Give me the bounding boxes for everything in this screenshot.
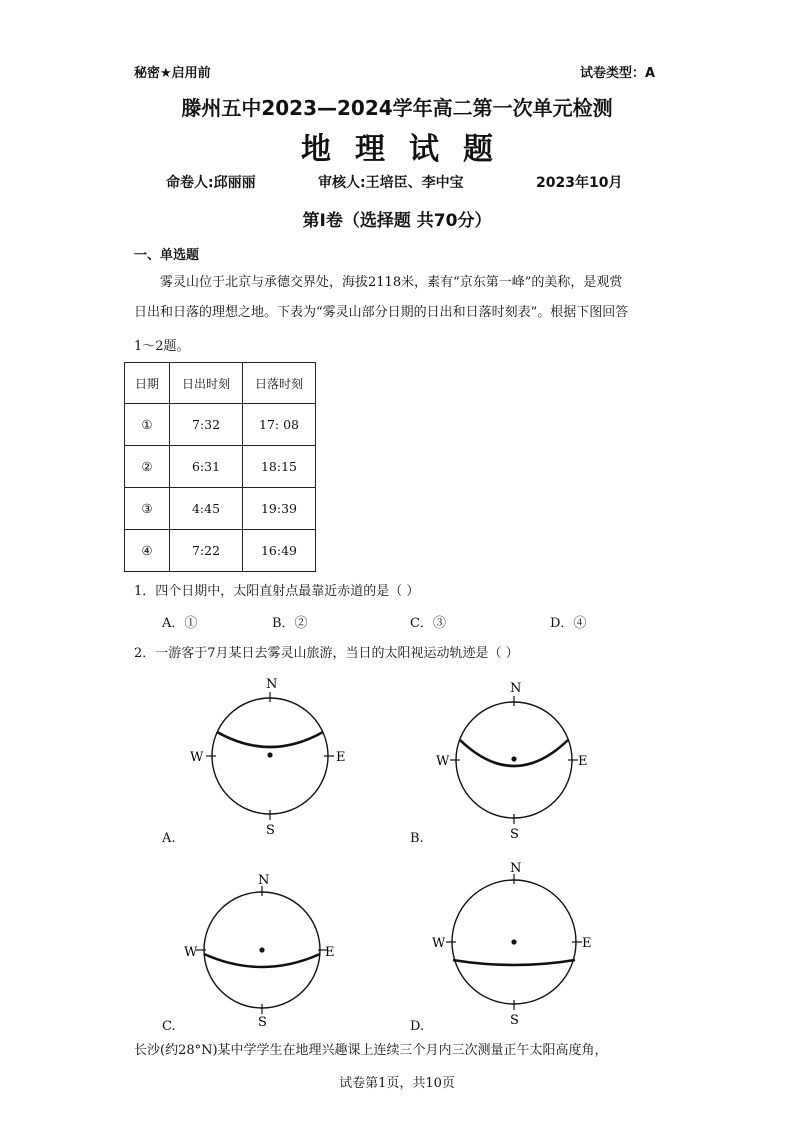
table-cell: ② (125, 446, 170, 488)
table-header-cell: 日期 (125, 363, 170, 404)
north-label: N (266, 677, 278, 692)
table-cell: ④ (125, 530, 170, 572)
east-label: E (336, 750, 346, 765)
exam-date: 2023年10月 (536, 175, 623, 191)
question-2-stem: 2．一游客于7月某日去雾灵山旅游，当日的太阳视运动轨迹是（ ） (134, 646, 519, 661)
east-label: E (578, 754, 588, 769)
table-cell: 16:49 (243, 530, 316, 572)
table-header-row (125, 363, 316, 404)
table-row (125, 446, 316, 488)
east-label: E (582, 936, 592, 951)
observer-dot (511, 939, 516, 944)
paper-type-label: 试卷类型：A (580, 66, 656, 81)
table-row (125, 404, 316, 446)
q2-option-d[interactable]: D. (410, 1019, 425, 1034)
passage-line-3: 1～2题。 (134, 339, 190, 354)
table-cell: ① (125, 404, 170, 446)
west-label: W (190, 750, 204, 765)
table-cell: 19:39 (243, 488, 316, 530)
q2-option-a[interactable]: A. (162, 831, 176, 846)
west-label: W (432, 936, 446, 951)
q1-option-b[interactable]: B．② (272, 616, 308, 631)
table-row (125, 488, 316, 530)
west-label: W (184, 945, 198, 960)
sun-path-arc (453, 960, 575, 965)
table-header-cell: 日落时刻 (243, 363, 316, 404)
table-row (125, 530, 316, 572)
q2-option-b[interactable]: B. (410, 831, 424, 846)
passage-line-1: 雾灵山位于北京与承德交界处，海拔2118米，素有“京东第一峰”的美称，是观赏 (160, 275, 623, 290)
west-label: W (436, 754, 450, 769)
south-label: S (510, 827, 519, 842)
page-footer: 试卷第1页，共10页 (339, 1076, 455, 1091)
table-cell: ③ (125, 488, 170, 530)
reviewer: 审核人:王培臣、李中宝 (318, 175, 464, 191)
sun-path-arc (460, 740, 568, 766)
north-label: N (510, 861, 522, 876)
sun-path-arc (217, 732, 323, 747)
passage-line-2: 日出和日落的理想之地。下表为“雾灵山部分日期的日出和日落时刻表”。根据下图回答 (134, 305, 629, 320)
q1-option-c[interactable]: C．③ (410, 616, 446, 631)
table-cell: 6:31 (170, 446, 243, 488)
north-label: N (258, 873, 270, 888)
sunrise-sunset-table (124, 362, 316, 572)
table-cell: 4:45 (170, 488, 243, 530)
subject-title: 地理试题 (301, 132, 517, 167)
south-label: S (266, 823, 275, 838)
setter: 命卷人:邱丽丽 (166, 175, 256, 191)
q1-option-d[interactable]: D．④ (550, 616, 587, 631)
observer-dot (511, 756, 516, 761)
table-cell: 7:32 (170, 404, 243, 446)
exam-title: 滕州五中2023—2024学年高二第一次单元检测 (181, 96, 613, 120)
sun-path-figure-d (430, 858, 604, 1028)
observer-dot (267, 752, 272, 757)
south-label: S (258, 1015, 267, 1030)
part-title: 第Ⅰ卷（选择题 共70分） (302, 211, 492, 231)
sun-path-figure-c (180, 870, 350, 1030)
q1-option-a[interactable]: A．① (162, 616, 198, 631)
sun-path-figure-a (188, 674, 358, 840)
section-title: 一、单选题 (134, 248, 200, 263)
sun-path-figure-b (432, 678, 602, 844)
table-cell: 18:15 (243, 446, 316, 488)
table-cell: 7:22 (170, 530, 243, 572)
south-label: S (510, 1013, 519, 1028)
table-header-cell: 日出时刻 (170, 363, 243, 404)
sun-path-arc (204, 954, 320, 967)
question-1-stem: 1．四个日期中，太阳直射点最靠近赤道的是（ ） (134, 584, 420, 599)
observer-dot (259, 947, 264, 952)
confidential-label: 秘密★启用前 (134, 66, 211, 81)
table-cell: 17: 08 (243, 404, 316, 446)
north-label: N (510, 681, 522, 696)
q2-option-c[interactable]: C. (162, 1019, 176, 1034)
passage-2-line-1: 长沙(约28°N)某中学学生在地理兴趣课上连续三个月内三次测量正午太阳高度角， (134, 1043, 608, 1058)
east-label: E (325, 945, 335, 960)
